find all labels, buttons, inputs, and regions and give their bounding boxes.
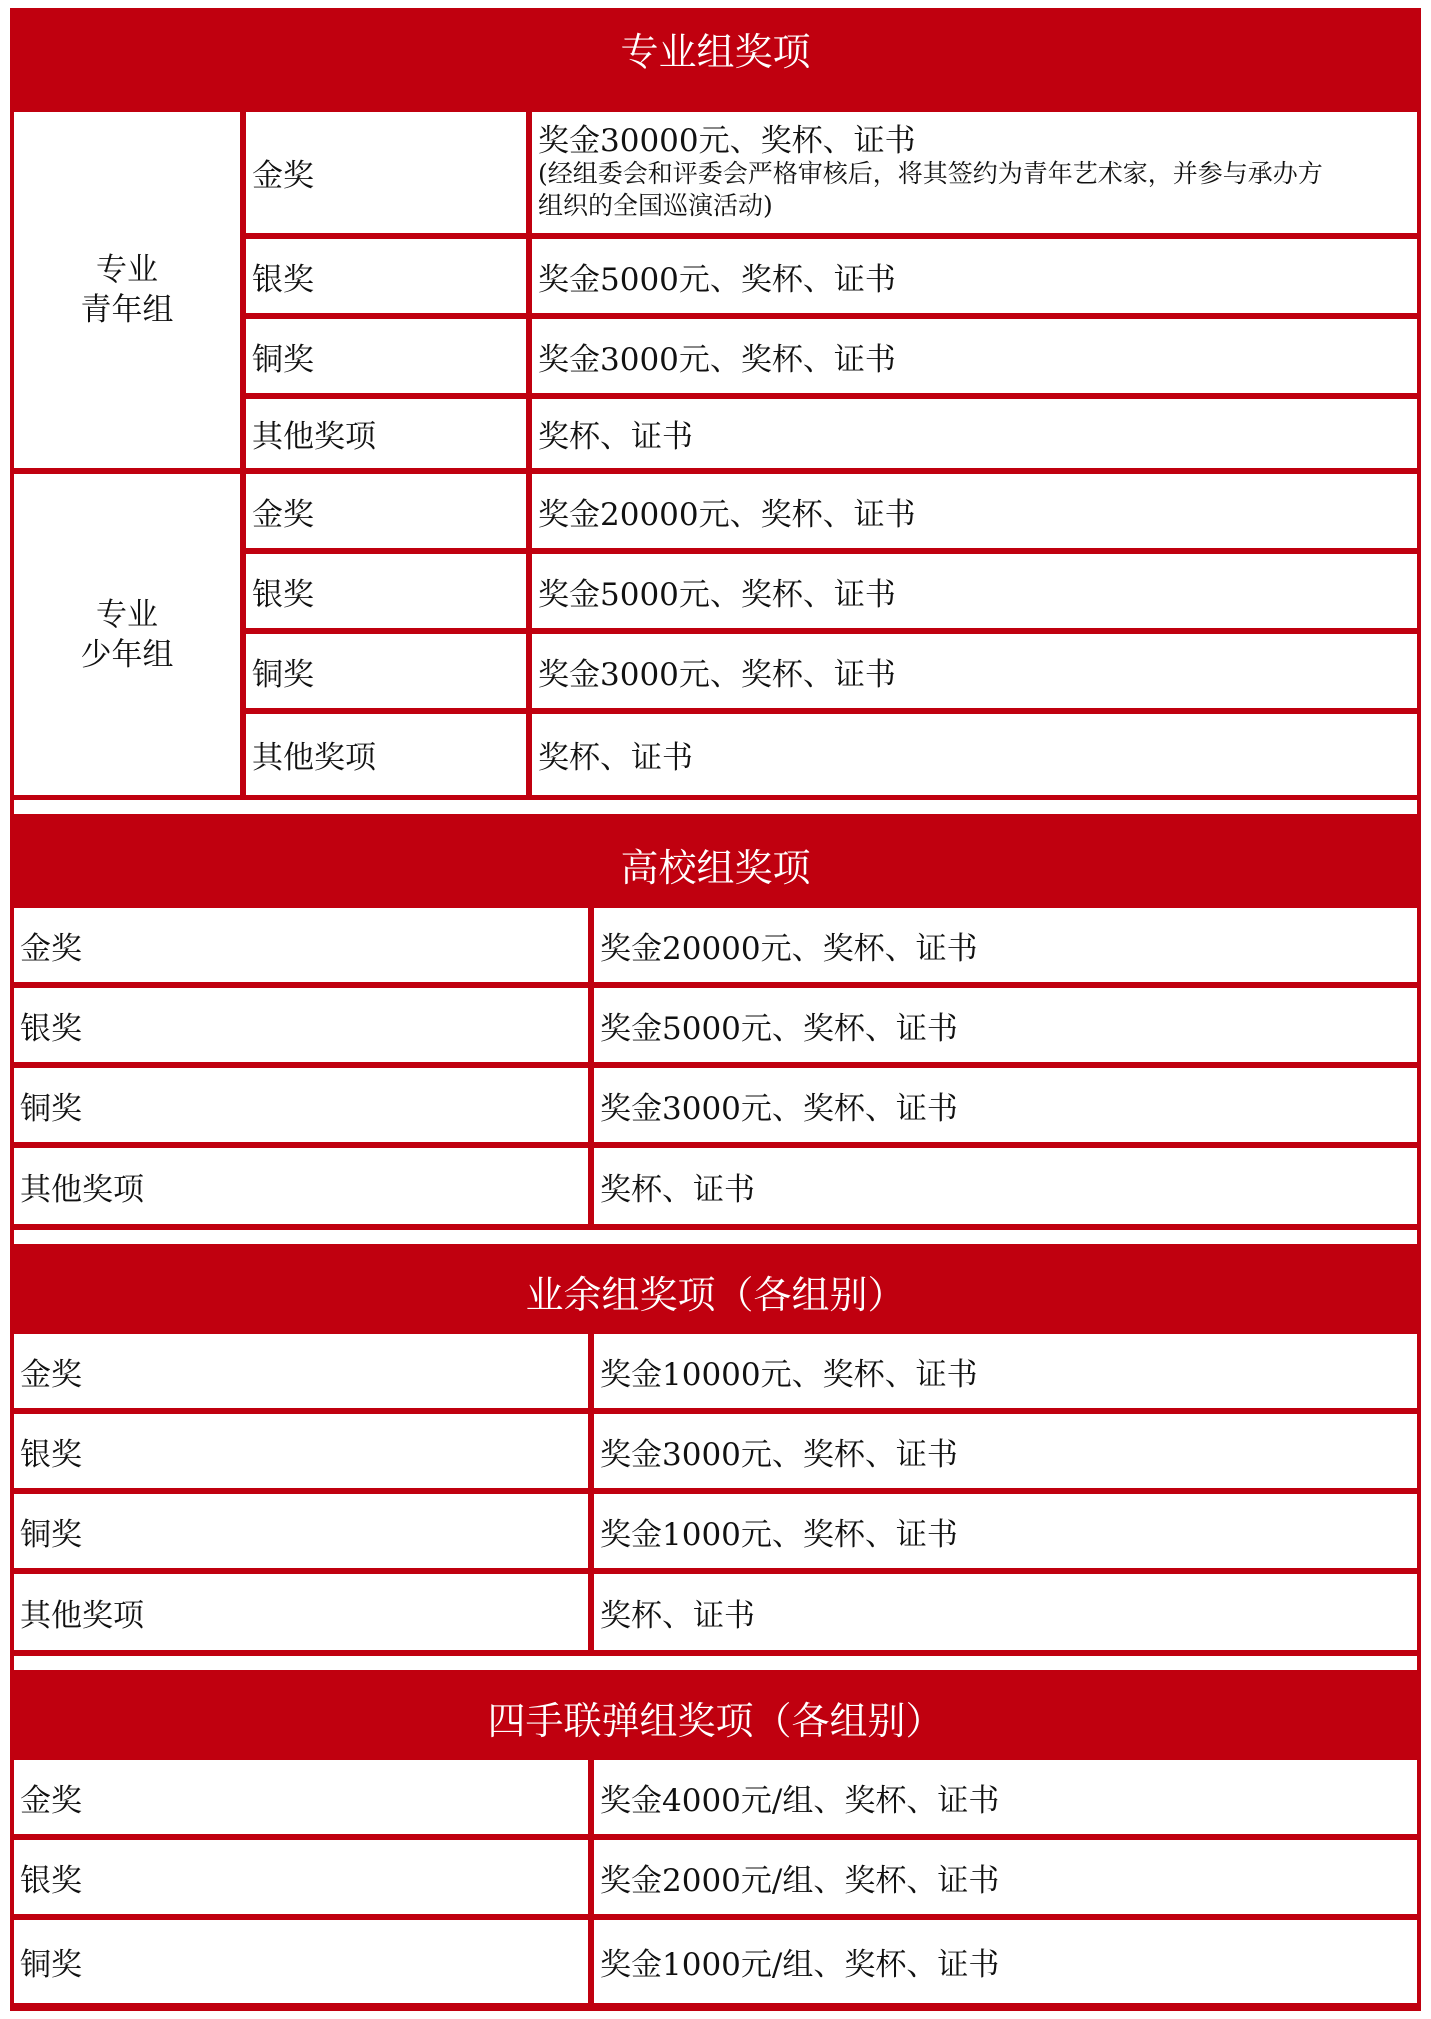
prize-text: 奖杯、证书 [532,714,1417,795]
prize-text: 奖金5000元、奖杯、证书 [594,988,1417,1062]
prize-text: 奖金3000元、奖杯、证书 [532,319,1417,393]
prize-text: 奖金3000元、奖杯、证书 [532,634,1417,708]
prize-text: 奖金20000元、奖杯、证书 [532,474,1417,548]
prize-text: 奖杯、证书 [594,1574,1417,1650]
award-name: 银奖 [14,1840,588,1914]
award-name: 其他奖项 [14,1574,588,1650]
prize-text: 奖金1000元、奖杯、证书 [594,1494,1417,1568]
prize-text: 奖金3000元、奖杯、证书 [594,1068,1417,1142]
award-name: 金奖 [14,908,588,982]
group-label-line: 青年组 [80,292,174,328]
award-name: 其他奖项 [246,714,526,795]
award-name: 金奖 [14,1334,588,1408]
prize-cell [532,112,1417,233]
group-label-line: 专业 [96,596,158,633]
section-divider [14,1230,1417,1244]
prize-text: 奖金10000元、奖杯、证书 [594,1334,1417,1408]
prize-text: 奖金30000元、奖杯、证书 [538,122,916,159]
group-label-youth [14,112,240,468]
section-title-amateur: 业余组奖项（各组别） [525,1272,906,1317]
award-name: 银奖 [14,1414,588,1488]
prize-text: 奖杯、证书 [532,399,1417,468]
prize-text: 奖杯、证书 [594,1148,1417,1224]
prize-text: 奖金2000元/组、奖杯、证书 [594,1840,1417,1914]
award-name: 金奖 [246,112,526,233]
prize-text: 奖金20000元、奖杯、证书 [594,908,1417,982]
award-name: 铜奖 [14,1920,588,2003]
prize-text: 奖金5000元、奖杯、证书 [532,239,1417,313]
prize-text: 奖金3000元、奖杯、证书 [594,1414,1417,1488]
section-divider [14,800,1417,814]
group-label-line: 专业 [96,252,158,288]
section-title-college: 高校组奖项 [620,845,811,890]
awards-table [10,8,1421,2011]
award-name: 银奖 [14,988,588,1062]
prize-note: (经组委会和评委会严格审核后，将其签约为青年艺术家，并参与承办方组织的全国巡演活动) [538,158,1323,220]
award-name: 铜奖 [246,634,526,708]
award-name: 铜奖 [14,1494,588,1568]
award-name: 银奖 [246,239,526,313]
award-name: 银奖 [246,554,526,628]
award-name: 铜奖 [246,319,526,393]
award-name: 其他奖项 [246,399,526,468]
section-title-professional: 专业组奖项 [620,29,811,74]
group-label-line: 少年组 [80,636,174,673]
section-title-four-hands: 四手联弹组奖项（各组别） [487,1698,944,1743]
prize-text: 奖金1000元/组、奖杯、证书 [594,1920,1417,2003]
section-divider [14,1656,1417,1670]
group-label-junior [14,474,240,795]
award-name: 其他奖项 [14,1148,588,1224]
award-name: 金奖 [246,474,526,548]
prize-text: 奖金5000元、奖杯、证书 [532,554,1417,628]
prize-text: 奖金4000元/组、奖杯、证书 [594,1760,1417,1834]
award-name: 铜奖 [14,1068,588,1142]
award-name: 金奖 [14,1760,588,1834]
